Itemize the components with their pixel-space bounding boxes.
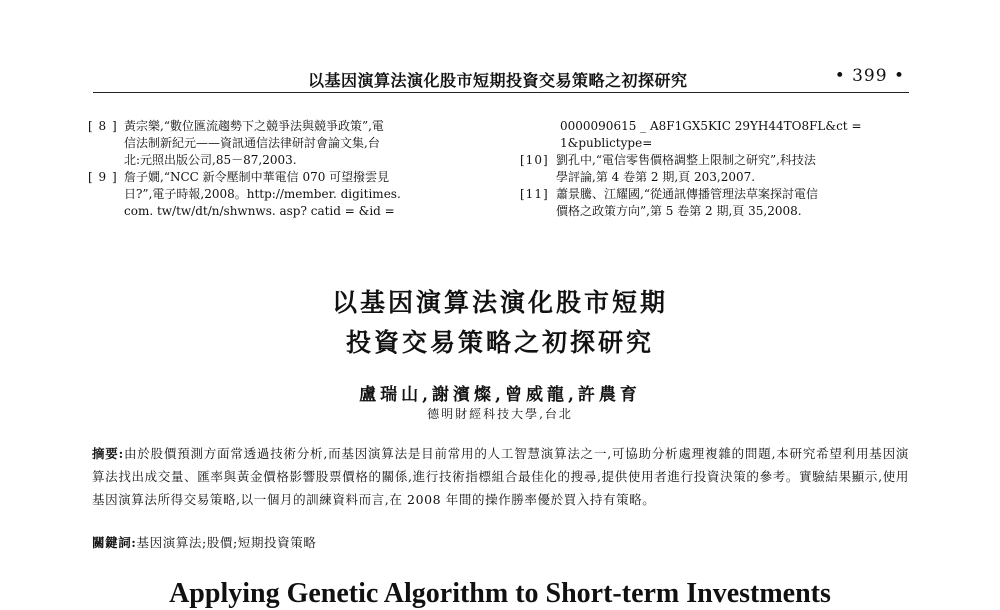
reference-line: 劉孔中,“電信零售價格調整上限制之研究”,科技法 [556, 153, 816, 167]
abstract [92, 442, 909, 511]
reference-line: com. tw/tw/dt/n/shwnws. asp? catid = &id = [124, 204, 395, 218]
reference-11 [520, 186, 915, 220]
page-number: • 399 • [834, 66, 905, 86]
reference-line: 信法制新紀元——資訊通信法律研討會論文集,台 [124, 136, 380, 150]
keywords [92, 533, 909, 551]
reference-line: 1&publictype= [560, 136, 653, 150]
keywords-text: 基因演算法;股價;短期投資策略 [136, 535, 317, 550]
abstract-text: 由於股價預測方面常透過技術分析,而基因演算法是目前常用的人工智慧演算法之一,可協助分析處理複雜的問題,本研究希望利用基因演算法找出成交量、匯率與黃金價格影響股票價格的關係,進行技術指標組合最佳化的搜尋,提供使用者進行投資決策的參考。實驗結果顯示,使用基因演算法所得交易策略,以一個月的訓練資料而言,在 2008 年間的操作勝率優於買入持有策略。 [92, 446, 909, 507]
reference-number: [11] [520, 187, 549, 201]
reference-number: [ 8 ] [88, 119, 118, 133]
article-title-line-1: 以基因演算法演化股市短期 [331, 288, 668, 317]
reference-8 [88, 118, 488, 169]
running-header [93, 62, 909, 93]
reference-text [124, 118, 488, 169]
reference-line: 學評論,第 4 卷第 2 期,頁 203,2007. [556, 170, 756, 184]
reference-line: 日?”,電子時報,2008。http://member. digitimes. [124, 187, 401, 201]
reference-9 [88, 169, 488, 220]
references-right-column [520, 118, 915, 220]
reference-line: 蕭景騰、江耀國,“從通訊傳播管理法草案探討電信 [556, 187, 818, 201]
keywords-label: 關鍵詞: [92, 535, 137, 550]
reference-text [556, 152, 915, 186]
references-left-column [88, 118, 488, 220]
article-title-line-2: 投資交易策略之初探研究 [345, 328, 654, 357]
running-title: 以基因演算法演化股市短期投資交易策略之初探研究 [308, 71, 688, 90]
reference-9-continuation [520, 118, 915, 152]
author-list: 盧瑞山,謝濱燦,曾威龍,許農育 [359, 385, 641, 405]
reference-text [124, 169, 488, 220]
reference-number: [ 9 ] [88, 170, 118, 184]
english-title: Applying Genetic Algorithm to Short-term Investments [169, 578, 831, 609]
reference-line: 0000090615 _ A8F1GX5KIC 29YH44TO8FL&ct = [560, 119, 862, 133]
reference-line: 北:元照出版公司,85－87,2003. [124, 153, 297, 167]
reference-text [556, 186, 915, 220]
author-affiliation: 德明財經科技大學,台北 [427, 407, 573, 421]
abstract-label: 摘要: [92, 446, 124, 461]
reference-line: 詹子嫺,“NCC 新令壓制中華電信 070 可望撥雲見 [124, 170, 390, 184]
reference-line: 黃宗樂,“數位匯流趨勢下之競爭法與競爭政策”,電 [124, 119, 384, 133]
reference-line: 價格之政策方向”,第 5 卷第 2 期,頁 35,2008. [556, 204, 802, 218]
reference-10 [520, 152, 915, 186]
reference-number: [10] [520, 153, 549, 167]
